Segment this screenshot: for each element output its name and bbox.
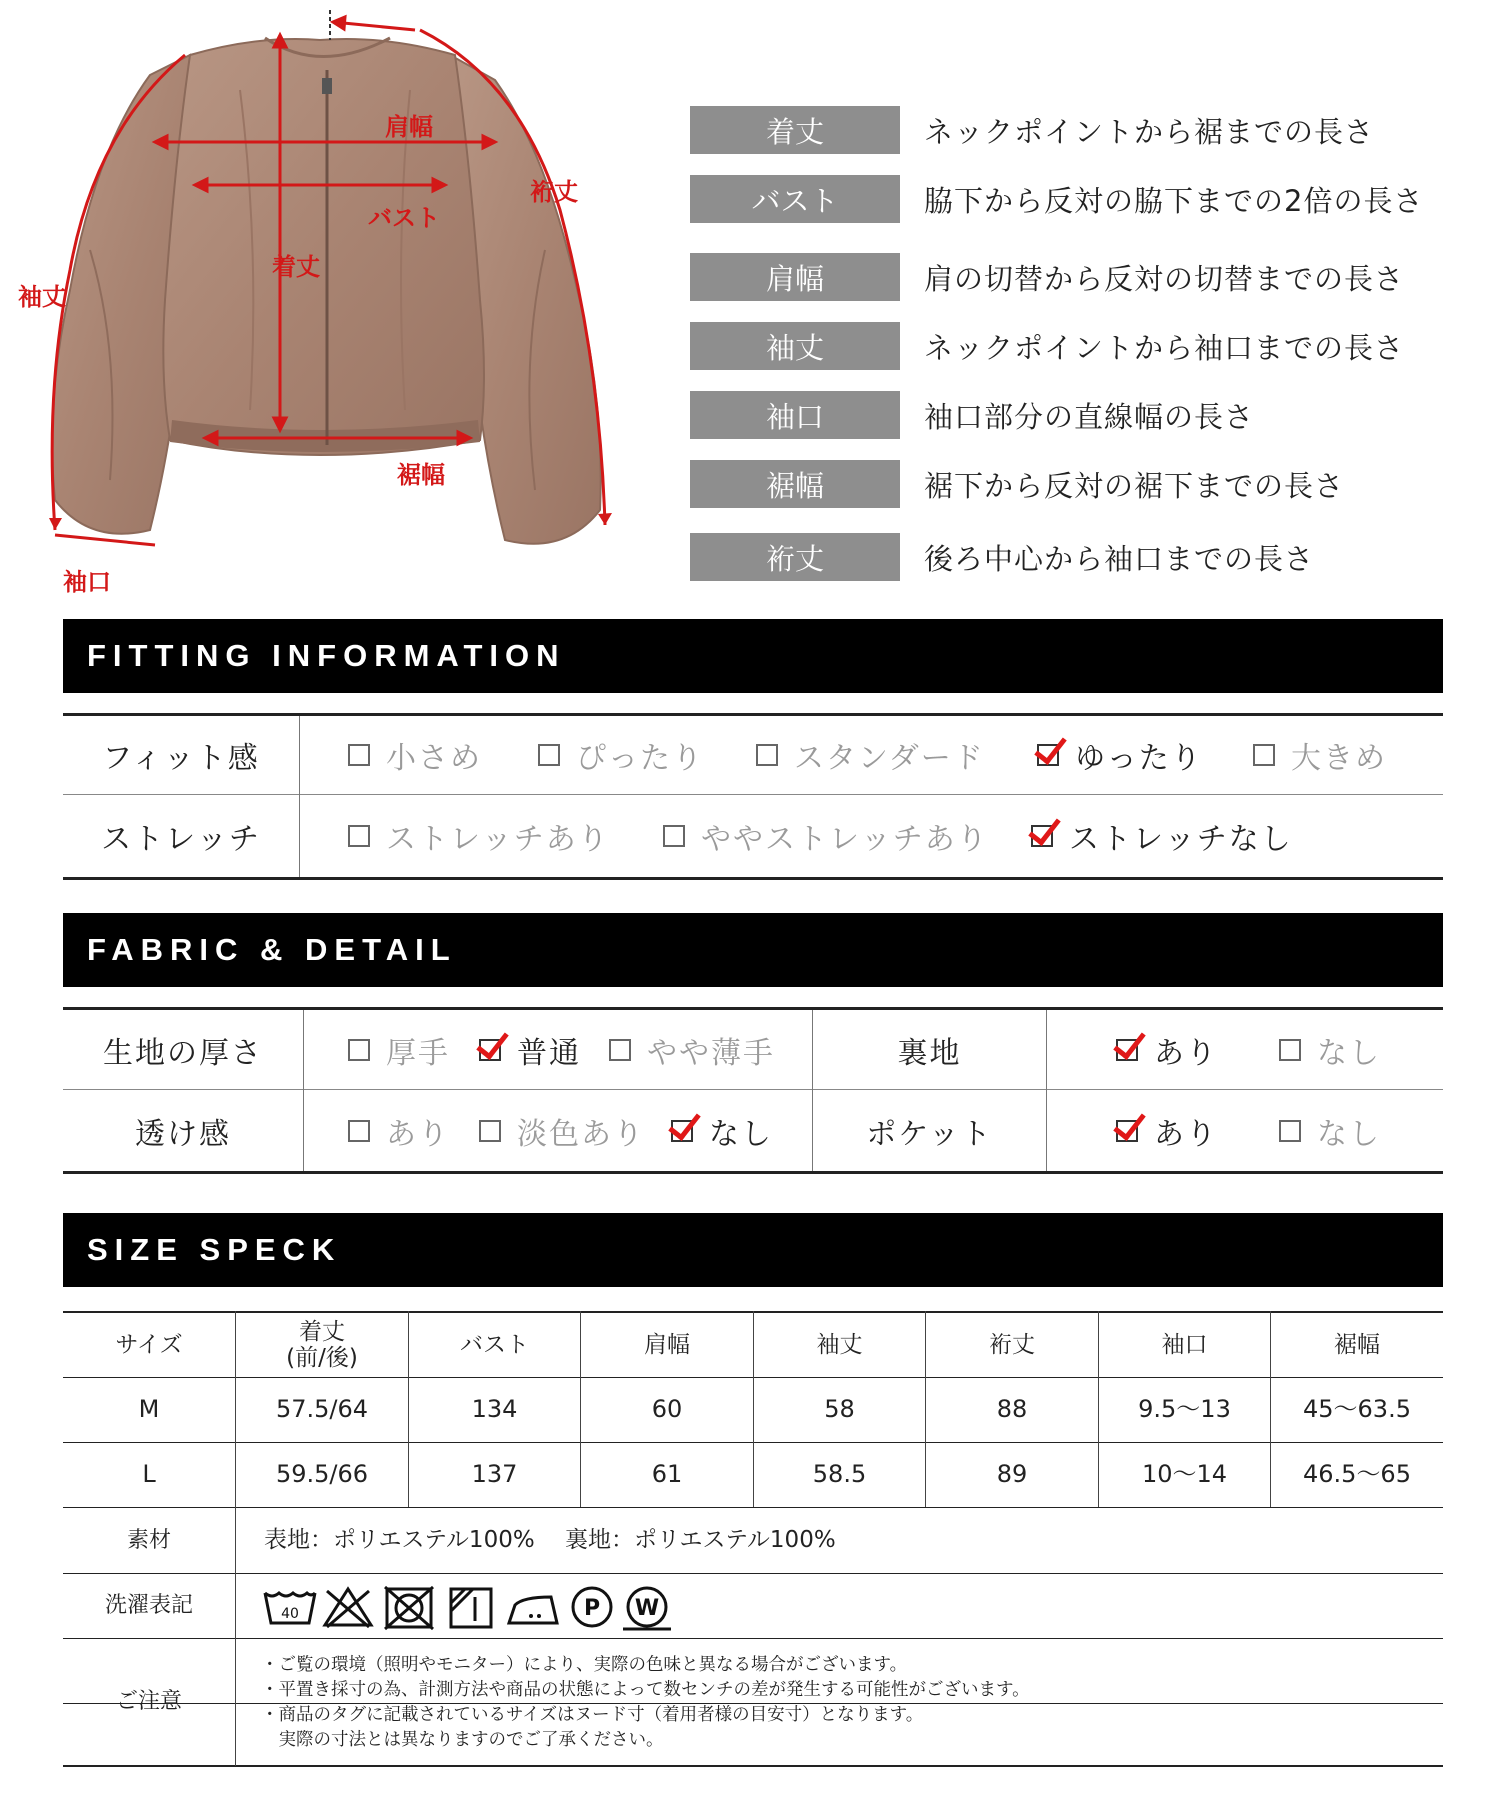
checked-checkbox-icon	[1037, 744, 1059, 766]
legend-key: 裾幅	[690, 460, 900, 508]
size-cell: 137	[471, 1460, 518, 1489]
checked-checkbox-icon	[1031, 825, 1053, 847]
size-header: サイズ	[115, 1331, 183, 1358]
checkbox-icon	[756, 744, 778, 766]
fit-option-exact[interactable]: ぴったり	[538, 716, 704, 794]
size-cell: 45～63.5	[1303, 1395, 1411, 1424]
material-label: 素材	[126, 1527, 171, 1553]
legend-row	[690, 322, 1490, 372]
note-line: ・商品のタグに記載されているサイズはヌード寸（着用者様の目安寸）となります。	[261, 1705, 924, 1725]
checkbox-icon	[348, 1039, 370, 1061]
note-line: 実際の寸法とは異なりますのでご了承ください。	[261, 1730, 664, 1750]
size-header: バスト	[460, 1331, 529, 1358]
fitting-table	[63, 713, 1443, 881]
notes-text	[261, 1653, 1030, 1753]
checkbox-icon	[348, 744, 370, 766]
size-cell: 10～14	[1141, 1460, 1228, 1489]
size-cell: 46.5～65	[1303, 1460, 1411, 1489]
legend-desc: 脇下から反対の脇下までの2倍の長さ	[924, 183, 1424, 218]
wash-symbols	[261, 1583, 721, 1631]
size-cell: 59.5/66	[275, 1460, 369, 1489]
lining-option-no[interactable]: なし	[1279, 1010, 1381, 1089]
legend-desc: 肩の切替から反対の切替までの長さ	[924, 261, 1405, 296]
lining-option-yes[interactable]: あり	[1116, 1010, 1218, 1089]
fabric-table	[63, 1007, 1443, 1175]
size-cell: 61	[651, 1460, 683, 1489]
legend-key: 肩幅	[690, 253, 900, 301]
iron-low-icon	[509, 1597, 557, 1623]
legend-key: 裄丈	[690, 533, 900, 581]
jacket-illustration	[0, 0, 640, 600]
size-table	[63, 1311, 1443, 1767]
size-cell: L	[142, 1460, 156, 1489]
checkbox-icon	[663, 825, 685, 847]
thickness-label: 生地の厚さ	[103, 1035, 263, 1071]
note-line: ・平置き採寸の為、計測方法や商品の状態によって数センチの差が発生する可能性がございます。	[261, 1680, 1030, 1700]
legend-desc: ネックポイントから裾までの長さ	[924, 114, 1375, 149]
checked-checkbox-icon	[1116, 1039, 1138, 1061]
size-cell: 9.5～13	[1138, 1395, 1231, 1424]
no-tumble-dry-icon	[385, 1587, 433, 1629]
material-value: 表地：ポリエステル100% 裏地：ポリエステル100%	[264, 1527, 836, 1554]
checkbox-icon	[609, 1039, 631, 1061]
stretch-option-none[interactable]: ストレッチなし	[1031, 795, 1293, 877]
legend-key: 袖口	[690, 391, 900, 439]
legend-desc: ネックポイントから袖口までの長さ	[924, 330, 1405, 365]
checkbox-icon	[1279, 1120, 1301, 1142]
size-cell: 88	[996, 1395, 1028, 1424]
legend-desc: 後ろ中心から袖口までの長さ	[924, 541, 1315, 576]
legend-row	[690, 460, 1490, 510]
thickness-option-thin[interactable]: やや薄手	[609, 1010, 775, 1089]
size-header: 着丈 (前/後)	[286, 1318, 358, 1371]
sheerness-label: 透け感	[135, 1116, 231, 1152]
legend-desc: 裾下から反対の裾下までの長さ	[924, 468, 1345, 503]
legend-row	[690, 391, 1490, 441]
legend-key: バスト	[690, 175, 900, 223]
checked-checkbox-icon	[671, 1120, 693, 1142]
legend-key: 着丈	[690, 106, 900, 154]
sheer-option-light-colors[interactable]: 淡色あり	[479, 1090, 645, 1171]
wash-symbols-svg	[261, 1583, 721, 1631]
sheer-option-no[interactable]: なし	[671, 1090, 773, 1171]
legend-desc: 袖口部分の直線幅の長さ	[924, 399, 1255, 434]
checkbox-icon	[538, 744, 560, 766]
label-sodetake: 袖丈	[18, 283, 66, 311]
label-sodeguchi: 袖口	[63, 568, 111, 596]
legend-row	[690, 175, 1490, 225]
size-cell: 89	[996, 1460, 1028, 1489]
checkbox-icon	[348, 1120, 370, 1142]
size-header: 肩幅	[644, 1331, 690, 1358]
legend-key: 袖丈	[690, 322, 900, 370]
fabric-section-title: FABRIC & DETAIL	[63, 913, 1443, 987]
no-bleach-icon	[325, 1589, 371, 1627]
fitting-section-title: FITTING INFORMATION	[63, 619, 1443, 693]
size-section-title: SIZE SPECK	[63, 1213, 1443, 1287]
legend-row	[690, 533, 1490, 583]
size-cell: 57.5/64	[275, 1395, 369, 1424]
sheer-option-yes[interactable]: あり	[348, 1090, 450, 1171]
wash-label: 洗濯表記	[104, 1593, 193, 1619]
legend-row	[690, 253, 1490, 303]
size-cell: M	[138, 1395, 160, 1424]
pocket-label: ポケット	[866, 1116, 993, 1152]
size-header: 袖口	[1161, 1331, 1208, 1358]
fit-option-loose[interactable]: ゆったり	[1037, 716, 1203, 794]
jacket-drawing	[0, 0, 640, 600]
thickness-option-normal[interactable]: 普通	[479, 1010, 581, 1089]
size-header: 裄丈	[989, 1331, 1035, 1358]
size-cell: 58	[824, 1395, 855, 1424]
lining-label: 裏地	[897, 1035, 962, 1071]
size-cell: 134	[471, 1395, 518, 1424]
line-dry-shade-icon	[451, 1589, 491, 1627]
size-header: 袖丈	[816, 1331, 863, 1358]
checked-checkbox-icon	[479, 1039, 501, 1061]
fit-option-standard[interactable]: スタンダード	[756, 716, 985, 794]
checkbox-icon	[348, 825, 370, 847]
pocket-option-no[interactable]: なし	[1279, 1090, 1381, 1171]
size-cell: 58.5	[812, 1460, 867, 1489]
checkbox-icon	[1279, 1039, 1301, 1061]
checkbox-icon	[1253, 744, 1275, 766]
note-line: ・ご覧の環境（照明やモニター）により、実際の色味と異なる場合がございます。	[261, 1655, 908, 1675]
wash-temp: 40	[281, 1606, 299, 1622]
label-kitake: 着丈	[272, 253, 320, 281]
label-katahaba: 肩幅	[385, 113, 433, 141]
size-header: 裾幅	[1334, 1331, 1380, 1358]
fit-option-large[interactable]: 大きめ	[1253, 716, 1387, 794]
label-yukitake: 裄丈	[530, 178, 578, 206]
legend-row	[690, 106, 1490, 156]
stretch-option-slight[interactable]: ややストレッチあり	[663, 795, 989, 877]
label-susohaba: 裾幅	[397, 461, 445, 489]
wash-w: W	[634, 1596, 660, 1621]
size-cell: 60	[651, 1395, 683, 1424]
notes-label: ご注意	[115, 1689, 182, 1715]
pocket-option-yes[interactable]: あり	[1116, 1090, 1218, 1171]
fit-option-small[interactable]: 小さめ	[348, 716, 482, 794]
wash-p: P	[583, 1596, 601, 1621]
checked-checkbox-icon	[1116, 1120, 1138, 1142]
label-bust: バスト	[368, 204, 440, 232]
stretch-label: ストレッチ	[101, 822, 261, 857]
checkbox-icon	[479, 1120, 501, 1142]
stretch-option-yes[interactable]: ストレッチあり	[348, 795, 610, 877]
fit-label: フィット感	[102, 741, 260, 776]
thickness-option-thick[interactable]: 厚手	[348, 1010, 450, 1089]
